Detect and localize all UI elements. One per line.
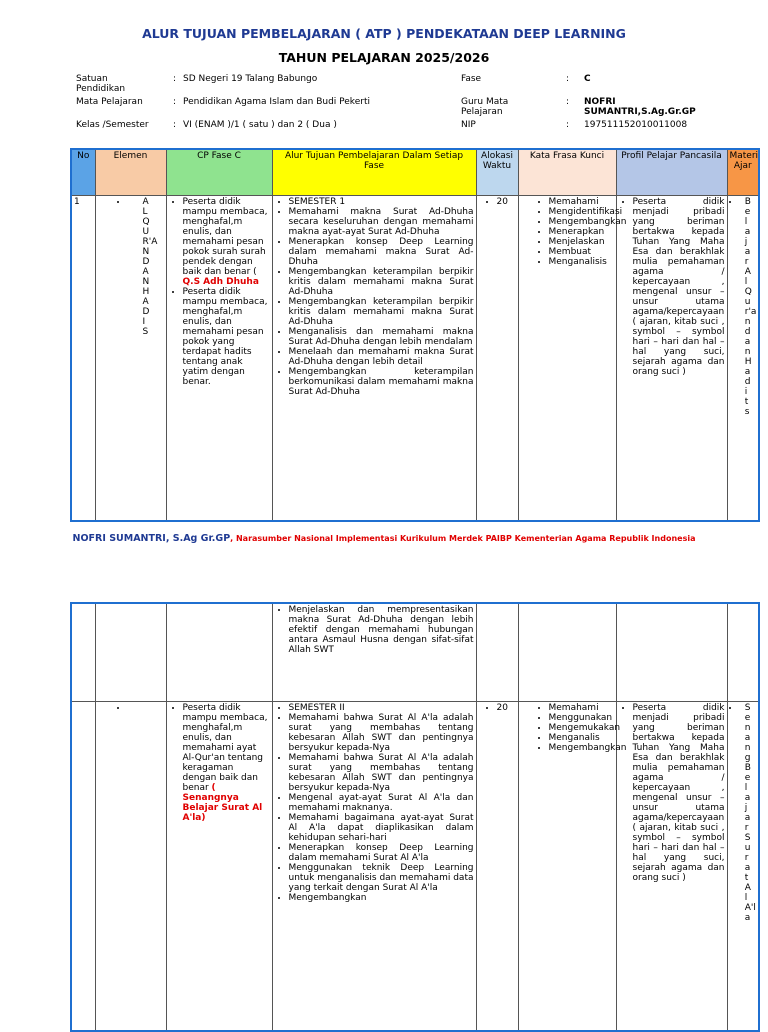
list-item: • Mengemukakan	[549, 723, 614, 733]
list-item: • Memahami bahwa Surat Al A'la adalah surat yang membahas tentang kebesaran Allah SWT dan pentingnya bersyukur kepada-Nya	[289, 753, 474, 793]
cell-empty	[71, 603, 95, 701]
mapel-value: Pendidikan Agama Islam dan Budi Pekerti	[183, 97, 370, 107]
profil-text: • Peserta didik menjadi pribadi yang beriman bertakwa kepada Tuhan Yang Maha Esa dan berakhlak mulia pemahaman agama / kepercayaan , mengenal unsur –unsur utama agama/kepercayaan ( ajaran, kitab suci , symbol – symbol hari – hari dan hal –hal yang suci, sejarah agama dan orang suci )	[633, 197, 725, 377]
list-item: • Menggunakan	[549, 713, 614, 723]
cell-alokasi	[476, 701, 518, 1031]
cell-elemen	[95, 195, 166, 521]
cell-kata-frasa	[518, 195, 627, 521]
list-item: • Menelaah dan memahami makna Surat Ad-Dhuha dengan lebih detail	[289, 347, 474, 367]
list-item: • Mengembangkan	[549, 743, 614, 753]
info-block	[76, 74, 766, 134]
cell-alokasi	[476, 195, 518, 521]
nip-label: NIP	[461, 120, 476, 130]
fase-label: Fase	[461, 74, 482, 84]
materi-text: • Senang Belajar Surat Al A'la	[744, 702, 756, 923]
cp-item: • Peserta didik mampu membaca, menghafal,m enulis, dan memahami ayat Al-Qur'an tentang keragaman dengan baik dan benar ( Senangnya Belajar Surat Al A'la)	[183, 703, 270, 823]
cell-cp	[166, 701, 272, 1031]
kata-list	[521, 702, 627, 753]
document-title: ALUR TUJUAN PEMBELAJARAN ( ATP ) PENDEKATAAN DEEP LEARNING	[142, 26, 626, 41]
cell-empty	[95, 603, 166, 701]
list-item: • Menerapkan konsep Deep Learning dalam memahami makna Surat Ad-Dhuha	[289, 237, 474, 267]
list-item: • Menerapkan konsep Deep Learning dalam memahami Surat Al A'la	[289, 843, 474, 863]
colon: :	[173, 97, 177, 107]
list-item: • SEMESTER 1	[289, 197, 474, 207]
satuan-value: SD Negeri 19 Talang Babungo	[183, 74, 318, 84]
list-item: • Mengembangkan keterampilan berpikir kritis dalam memahami makna Surat Ad-Dhuha	[289, 297, 474, 327]
list-item: • Menggunakan teknik Deep Learning untuk menganalisis dan memahami data yang terkait dengan Surat Al A'la	[289, 863, 474, 893]
list-item: • Memahami	[549, 703, 614, 713]
cell-profil	[616, 195, 727, 521]
cp-item: • Peserta didik mampu membaca, menghafal,m enulis, dan memahami pesan pokok yang terdapat hadits tentang anak yatim dengan benar.	[183, 287, 270, 387]
list-item: • Menjelaskan dan mempresentasikan makna Surat Ad-Dhuha dengan lebih efektif dengan memahami hubungan antara Asmaul Husna dengan sifat-sifat Allah SWT	[289, 605, 474, 655]
cell-empty	[727, 603, 759, 701]
colon: :	[173, 120, 177, 130]
colon: :	[566, 120, 570, 130]
satuan-label: Satuan Pendidikan	[76, 74, 126, 94]
mapel-label: Mata Pelajaran	[76, 97, 143, 107]
kelas-label: Kelas /Semester	[76, 120, 149, 130]
list-item: • Mengembangkan	[289, 893, 474, 903]
colon: :	[566, 97, 570, 107]
footer-name: NOFRI SUMANTRI, S.Ag Gr.GP	[72, 533, 231, 544]
list-item: • Memahami bagaimana ayat-ayat Surat Al A'la dapat diaplikasikan dalam kehidupan sehari-hari	[289, 813, 474, 843]
elemen-text: • AL QUR'AN DAN HADIS	[142, 196, 158, 337]
list-item: • Mengembangkan keterampilan berpikir kritis dalam memahami makna Surat Ad-Dhuha	[289, 267, 474, 297]
list-item: • Memahami makna Surat Ad-Dhuha secara keseluruhan dengan memahami makna ayat-ayat Surat Ad-Dhuha	[289, 207, 474, 237]
header-alokasi: Alokasi Waktu	[476, 149, 518, 195]
kata-list	[521, 196, 627, 267]
document-subtitle: TAHUN PELAJARAN 2025/2026	[278, 50, 490, 65]
atp-table-page-1	[70, 148, 760, 522]
cell-cp	[166, 195, 272, 521]
bullet-empty	[128, 703, 164, 713]
nip-value: 197511152010011008	[584, 120, 688, 130]
cp-surah-highlight: Q.S Adh Dhuha	[182, 276, 259, 287]
header-cp: CP Fase C	[166, 149, 272, 195]
header-materi: Materi Ajar	[727, 149, 759, 195]
list-item: • Memahami bahwa Surat Al A'la adalah surat yang membahas tentang kebesaran Allah SWT dan pentingnya bersyukur kepada-Nya	[289, 713, 474, 753]
footer-role: , Narasumber Nasional Implementasi Kurikulum Merdek PAIBP Kementerian Agama Republik Indonesia	[230, 534, 696, 543]
list-item: • Mengenal ayat-ayat Surat Al A'la dan memahami maknanya.	[289, 793, 474, 813]
list-item: • Menjelaskan	[549, 237, 614, 247]
footer	[0, 533, 768, 544]
cell-empty	[476, 603, 518, 701]
cell-no: 1	[71, 195, 95, 521]
cell-empty	[616, 603, 727, 701]
list-item: • Mengidentifikasi	[549, 207, 614, 217]
materi-text: • Belajar Al Qur'an dan Hadits	[744, 196, 757, 417]
list-item: • Menganalisis	[549, 257, 614, 267]
list-item: • Memahami	[549, 197, 614, 207]
header-profil: Profil Pelajar Pancasila	[616, 149, 727, 195]
guru-label: Guru Mata Pelajaran	[461, 97, 509, 117]
list-item: • Membuat	[549, 247, 614, 257]
list-item: • Menerapkan	[549, 227, 614, 237]
atp-list	[275, 703, 474, 903]
list-item: • Menganalis	[549, 733, 614, 743]
fase-value: C	[584, 74, 591, 84]
header-kata-frasa: Kata Frasa Kunci	[518, 149, 616, 195]
cell-materi	[727, 195, 759, 521]
cell-empty	[518, 603, 616, 701]
header-elemen: Elemen	[95, 149, 166, 195]
cp-surah-highlight: ( Senangnya Belajar Surat Al A'la)	[182, 782, 263, 823]
cell-materi	[727, 701, 759, 1031]
alokasi-value: • 20	[497, 197, 516, 207]
cell-no	[71, 701, 95, 1031]
cell-atp	[272, 603, 476, 701]
header-no: No	[71, 149, 95, 195]
list-item: • Menganalisis dan memahami makna Surat Ad-Dhuha dengan lebih mendalam	[289, 327, 474, 347]
list-item: • Mengembangkan keterampilan berkomunikasi dalam memahami makna Surat Ad-Dhuha	[289, 367, 474, 397]
atp-list	[275, 197, 474, 397]
colon: :	[173, 74, 177, 84]
cp-item: • Peserta didik mampu membaca, menghafal,m enulis, dan memahami pesan pokok surah surah pendek dengan baik dan benar ( Q.S Adh Dhuha	[183, 197, 270, 287]
cell-empty	[166, 603, 272, 701]
colon: :	[566, 74, 570, 84]
cell-atp	[272, 701, 476, 1031]
alokasi-value: • 20	[497, 703, 516, 713]
list-item: • Mengembangkan	[549, 217, 614, 227]
atp-list	[275, 605, 474, 655]
cell-atp	[272, 195, 476, 521]
cell-profil	[616, 701, 727, 1031]
atp-table-page-2	[70, 602, 760, 1032]
list-item: • SEMESTER II	[289, 703, 474, 713]
guru-value: NOFRI SUMANTRI,S.Ag.Gr.GP	[584, 97, 696, 117]
kelas-value: VI (ENAM )/1 ( satu ) dan 2 ( Dua )	[183, 120, 337, 130]
profil-text: • Peserta didik menjadi pribadi yang beriman bertakwa kepada Tuhan Yang Maha Esa dan berakhlak mulia pemahaman agama / kepercayaan , mengenal unsur –unsur utama agama/kepercayaan ( ajaran, kitab suci , symbol – symbol hari – hari dan hal –hal yang suci, sejarah agama dan orang suci )	[633, 703, 725, 883]
header-atp: Alur Tujuan Pembelajaran Dalam Setiap Fase	[272, 149, 476, 195]
cell-elemen	[95, 701, 166, 1031]
cell-kata-frasa	[518, 701, 627, 1031]
